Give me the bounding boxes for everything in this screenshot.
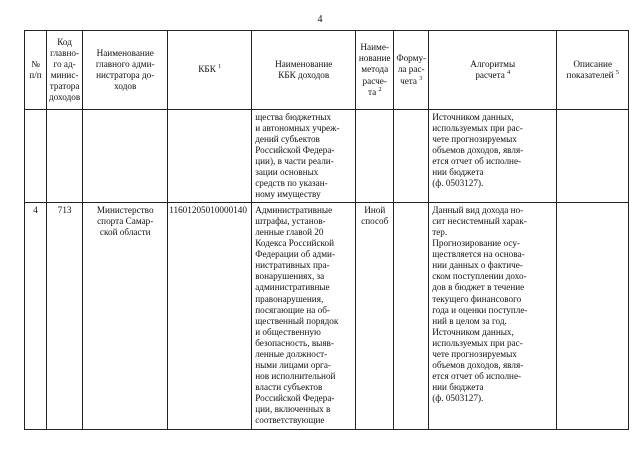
cell-kbk: 11601205010000140 [168, 203, 252, 430]
header-kbk-name: Наименование КБК доходов [252, 31, 356, 110]
cell-formula [394, 203, 429, 430]
cell-num: 4 [25, 203, 47, 430]
header-row [25, 31, 629, 110]
cell-kbk [168, 110, 252, 203]
header-formula-label: Форму- ла рас- чета [396, 53, 427, 86]
cell-admin-name [83, 110, 168, 203]
header-algorithm-label: Алгоритмы расчета [470, 58, 516, 80]
header-method-footnote: 2 [378, 86, 382, 93]
cell-num [25, 110, 47, 203]
cell-admin-name: Министерство спорта Самар- ской области [83, 203, 168, 430]
header-num: № п/п [25, 31, 47, 110]
header-algorithm-footnote: 4 [507, 69, 511, 76]
revenue-forecast-table [24, 30, 629, 430]
cell-description [557, 110, 629, 203]
cell-admin-code: 713 [47, 203, 83, 430]
header-formula-footnote: 3 [419, 75, 423, 82]
header-admin-name: Наименование главного адми- нистратора до- ходов [83, 31, 168, 110]
header-kbk [168, 31, 252, 110]
cell-admin-code [47, 110, 83, 203]
cell-method [356, 110, 394, 203]
header-algorithm [429, 31, 557, 110]
table-row [25, 110, 629, 203]
cell-method: Иной способ [356, 203, 394, 430]
header-method [356, 31, 394, 110]
page-number: 4 [317, 14, 323, 25]
header-kbk-footnote: 1 [218, 64, 222, 71]
header-formula [394, 31, 429, 110]
header-description-footnote: 5 [615, 69, 619, 76]
cell-description [557, 203, 629, 430]
header-method-label: Наиме- нование метода расче- та [358, 42, 391, 97]
cell-algorithm: Источником данных, используемых при рас- чете прогнозируемых объемов доходов, явля- ется отчет об исполне- нии бюджета (ф. 0503127). [429, 110, 557, 203]
header-admin-code: Код главно- го ад- минис- тратора доходов [47, 31, 83, 110]
table-row [25, 203, 629, 430]
header-description-label: Описание показателей [566, 58, 614, 80]
header-description [557, 31, 629, 110]
cell-kbk-name: щества бюджетных и автономных учреж- дений субъектов Российской Федера- ции), в части реали- зации основных средств по указан- ному имуществу [252, 110, 356, 203]
cell-algorithm: Данный вид дохода но- сит несистемный харак- тер. Прогнозирование осу- ществляется на основа- нии данных о фактиче- ском поступлении дохо- дов в бюджет в течение текущего финансового года и оценки поступле- ний в целом за год. Источником данных, используемых при рас- чете прогнозируемых объемов доходов, явля- ется отчет об исполне- нии бюджета (ф. 0503127). [429, 203, 557, 430]
cell-kbk-name: Административные штрафы, установ- ленные главой 20 Кодекса Российской Федерации об адми- нистративных пра- вонарушениях, за административные правонарушения, посягающие на об- щественный порядок и общественную безопасность, выяв- ленные должност- ными лицами орга- нов исполнительной власти субъектов Российской Федера- ции, включенных в соответствующие [252, 203, 356, 430]
header-kbk-label: КБК [198, 64, 216, 75]
cell-formula [394, 110, 429, 203]
